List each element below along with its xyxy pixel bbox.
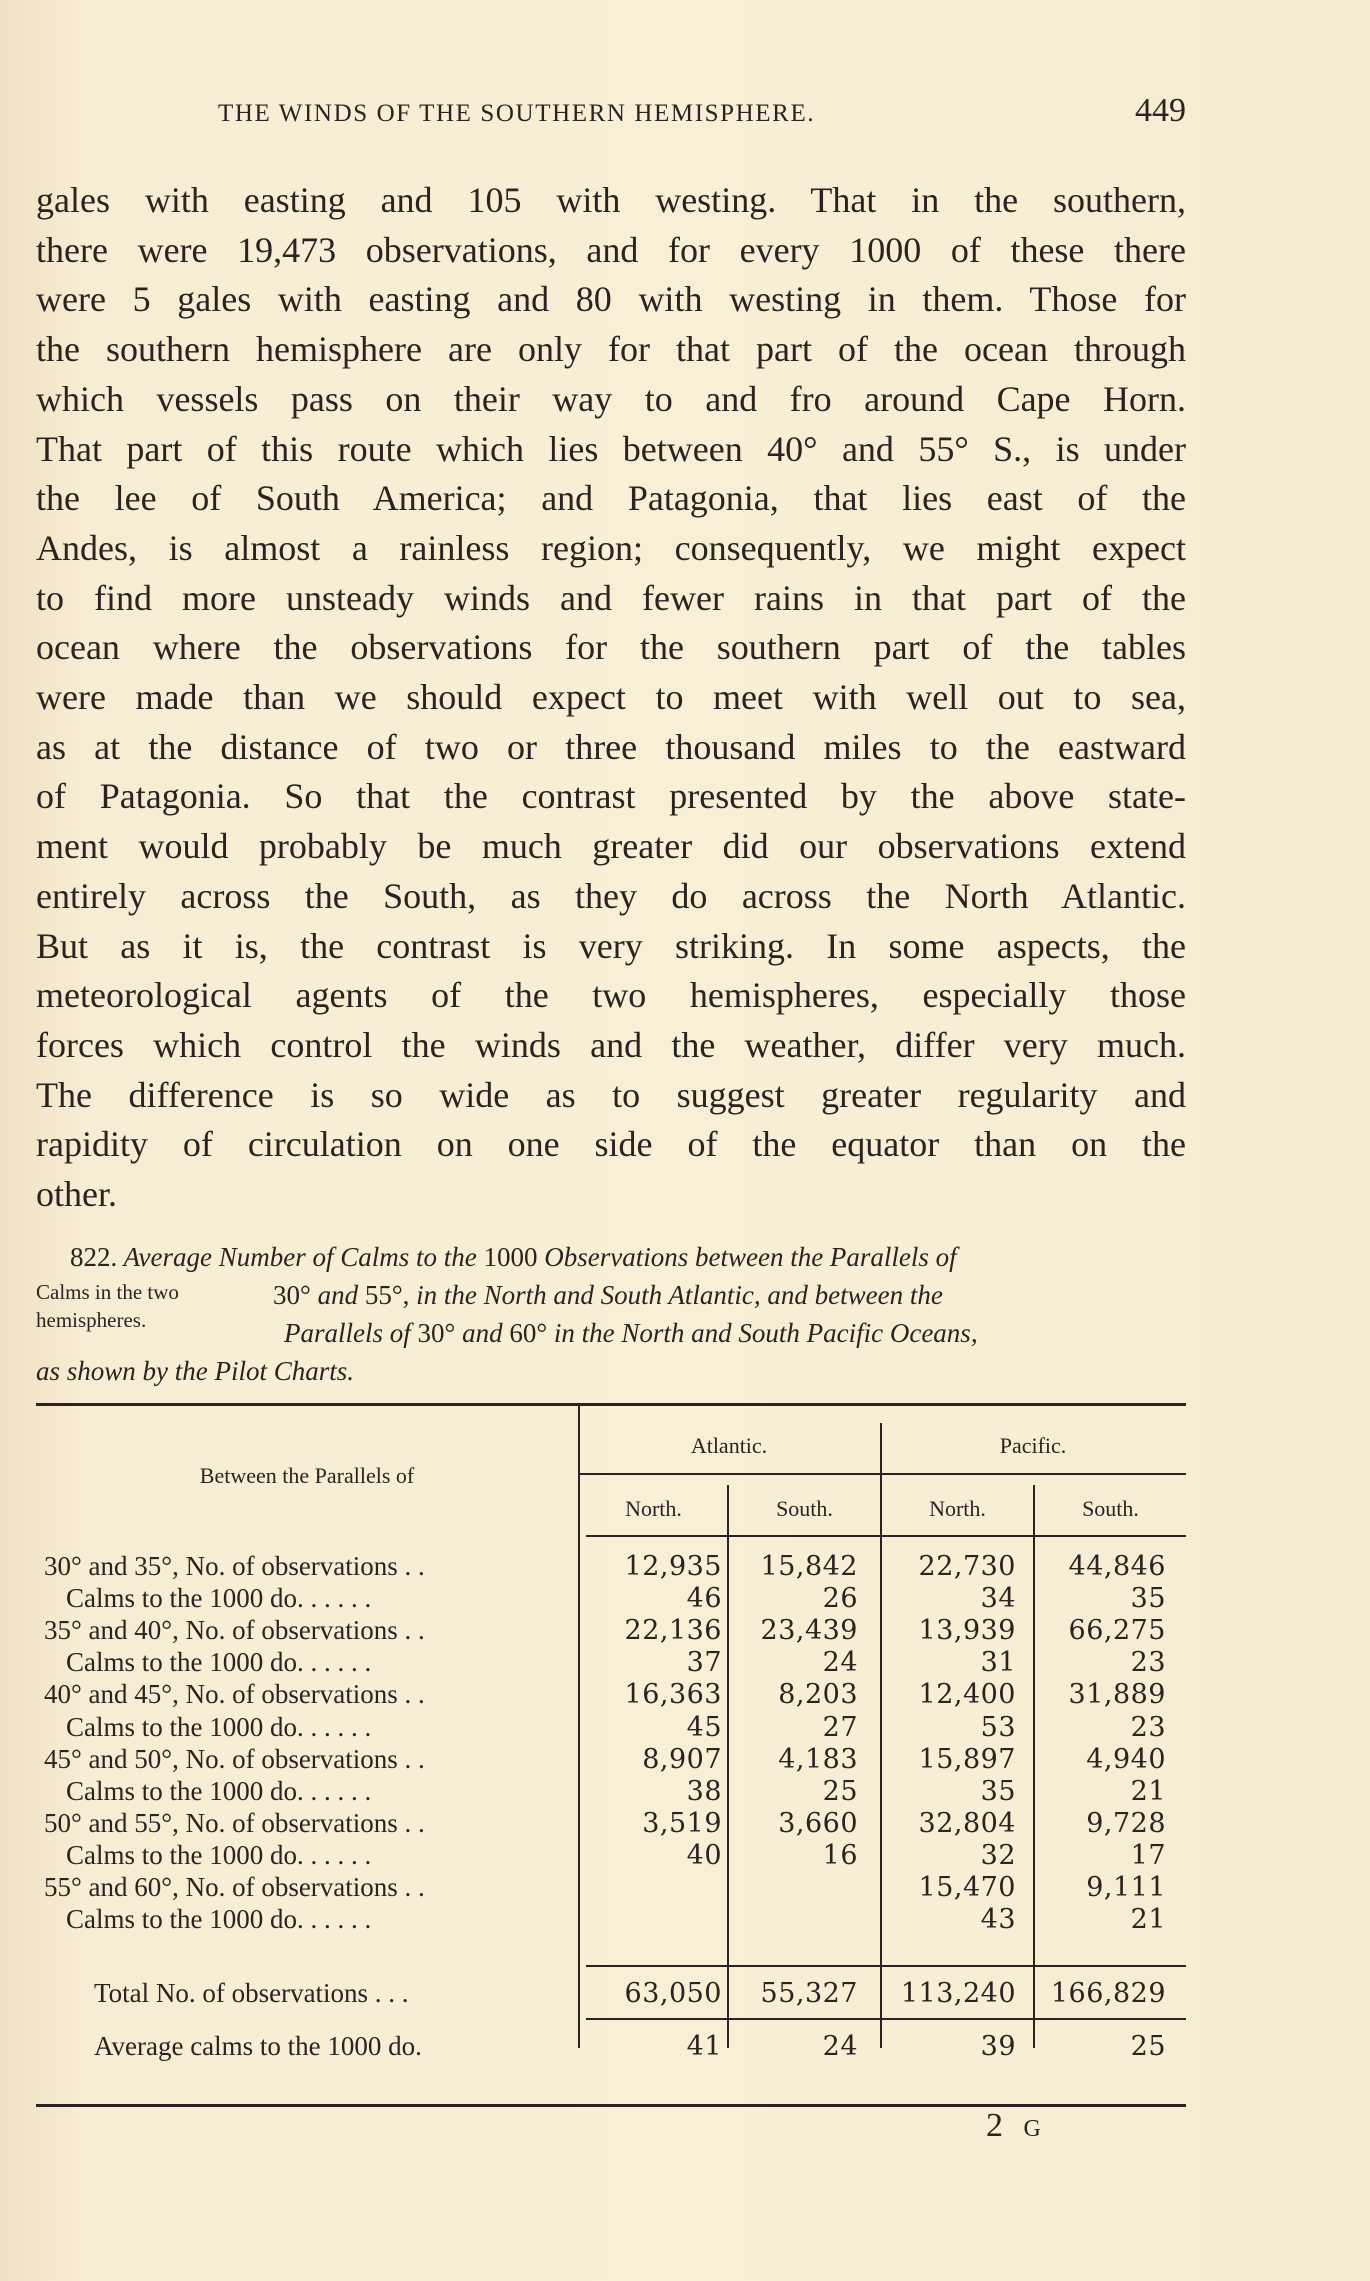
caption-part: 30° — [273, 1280, 311, 1310]
table-cell-as: 24 — [822, 1647, 858, 1679]
caption-part: and — [317, 1280, 359, 1310]
text-line: The difference is so wide as to suggest greater regularity and — [36, 1074, 1186, 1115]
table-cell-pn: 31 — [980, 1647, 1016, 1679]
col-pacific-north: North. — [929, 1496, 986, 1521]
table-cell-pn: 39 — [980, 2031, 1016, 2062]
margin-note-line: Calms in the two — [36, 1280, 179, 1304]
table-cell-ps: 4,940 — [1086, 1743, 1166, 1775]
paragraph-lines — [36, 176, 1186, 1220]
table-cell-as: 55,327 — [760, 1978, 858, 2009]
table-cell-as: 3,660 — [778, 1807, 858, 1839]
text-line: as at the distance of two or three thousand miles to the eastward — [36, 726, 1186, 767]
text-line: rapidity of circulation on one side of the equator than on the — [36, 1124, 1186, 1165]
col-atlantic-south: South. — [776, 1496, 833, 1521]
signature-letter: G — [1023, 2116, 1047, 2142]
text-line: there were 19,473 observations, and for every 1000 of these there — [36, 229, 1186, 270]
table-caption — [36, 1238, 1186, 1276]
row-label: 35° and 40°, No. of observations . . — [44, 1615, 425, 1646]
table-cell-pn: 32 — [980, 1839, 1016, 1871]
page-header — [36, 92, 1186, 132]
table-cell-an: 63,050 — [624, 1978, 722, 2009]
row-label: Calms to the 1000 do. . . . . . — [66, 1647, 372, 1678]
table-cell-ps: 44,846 — [1068, 1551, 1166, 1582]
table-cell-an: 37 — [686, 1647, 722, 1679]
text-line: entirely across the South, as they do across the North Atlantic. — [36, 875, 1186, 916]
column-divider — [727, 1485, 729, 2048]
table-cell-ps: 21 — [1130, 1904, 1166, 1936]
page-number: 449 — [1135, 92, 1186, 129]
column-header-rule — [586, 1535, 1186, 1537]
margin-note-line: hemispheres. — [36, 1308, 147, 1332]
table-cell-ps: 17 — [1130, 1839, 1166, 1871]
table-top-rule — [36, 1403, 1186, 1406]
row-label: Calms to the 1000 do. . . . . . — [66, 1583, 372, 1614]
text-line: ment would probably be much greater did our observations extend — [36, 826, 1186, 867]
row-label: 50° and 55°, No. of observations . . — [44, 1807, 425, 1838]
text-line: which vessels pass on their way to and fro around Cape Horn. — [36, 378, 1186, 419]
col-pacific-south: South. — [1082, 1496, 1139, 1521]
text-line: of Patagonia. So that the contrast presented by the above state- — [36, 776, 1186, 817]
group-header-pacific: Pacific. — [999, 1433, 1067, 1458]
text-line: the southern hemisphere are only for that part of the ocean through — [36, 329, 1186, 370]
body-paragraph — [36, 176, 1186, 1220]
table-cell-an: 8,907 — [642, 1743, 722, 1775]
table-cell-ps: 31,889 — [1068, 1679, 1166, 1711]
table-cell-ps: 66,275 — [1068, 1615, 1166, 1647]
table-cell-pn: 13,939 — [918, 1615, 1016, 1647]
average-rule — [586, 2018, 1186, 2020]
text-line: other. — [36, 1174, 117, 1215]
running-head: THE WINDS OF THE SOUTHERN HEMISPHERE. — [218, 100, 816, 127]
row-label: 55° and 60°, No. of observations . . — [44, 1872, 425, 1902]
table-caption-line-4 — [36, 1352, 1186, 1390]
signature-mark — [986, 2107, 1047, 2145]
table-cell-pn: 15,897 — [918, 1743, 1016, 1775]
table-cell-as: 25 — [822, 1775, 858, 1807]
row-label: Average calms to the 1000 do. — [94, 2031, 422, 2061]
total-rule — [586, 1965, 1186, 1967]
table-cell-an: 22,136 — [624, 1615, 722, 1647]
text-line: gales with easting and 105 with westing. That in the southern, — [36, 180, 1186, 220]
table-cell-an: 46 — [686, 1583, 722, 1615]
table-cell-pn: 35 — [980, 1775, 1016, 1807]
table-cell-pn: 22,730 — [918, 1551, 1016, 1582]
column-divider — [1033, 1485, 1035, 2048]
table-cell-ps: 9,728 — [1086, 1807, 1166, 1839]
table-cell-an: 45 — [686, 1711, 722, 1743]
row-label: Calms to the 1000 do. . . . . . — [66, 1775, 372, 1806]
table-cell-an: 38 — [686, 1775, 722, 1807]
text-line: That part of this route which lies between 40° and 55° S., is under — [36, 428, 1186, 469]
group-header-rule — [578, 1473, 1186, 1475]
table-cell-as: 15,842 — [760, 1551, 858, 1582]
table-cell-ps: 23 — [1130, 1647, 1166, 1679]
row-label: Calms to the 1000 do. . . . . . — [66, 1839, 372, 1870]
row-label: Total No. of observations . . . — [94, 1978, 409, 2008]
text-line: ocean where the observations for the southern part of the tables — [36, 627, 1186, 668]
table-cell-as: 23,439 — [760, 1615, 858, 1647]
table-cell-an: 12,935 — [624, 1551, 722, 1582]
caption-part: and — [462, 1318, 503, 1348]
table-cell-as: 24 — [822, 2031, 858, 2062]
table-cell-as: 8,203 — [778, 1679, 858, 1711]
caption-part: in the North and South Atlantic, and between the — [416, 1280, 943, 1310]
table-cell-pn: 32,804 — [918, 1807, 1016, 1839]
table-cell-as: 27 — [822, 1711, 858, 1743]
caption-part: Parallels of — [284, 1318, 411, 1348]
table-cell-as: 4,183 — [778, 1743, 858, 1775]
caption-part: 60° — [509, 1318, 548, 1348]
row-label: 40° and 45°, No. of observations . . — [44, 1679, 425, 1710]
caption-part: as shown by the Pilot Charts. — [36, 1356, 355, 1386]
row-label: Calms to the 1000 do. . . . . . — [66, 1711, 372, 1742]
row-label: Calms to the 1000 do. . . . . . — [66, 1904, 372, 1935]
row-label: 45° and 50°, No. of observations . . — [44, 1743, 425, 1774]
table-cell-as: 26 — [822, 1583, 858, 1615]
text-line: to find more unsteady winds and fewer rains in that part of the — [36, 577, 1186, 618]
table-cell-an: 41 — [686, 2031, 722, 2062]
text-line: the lee of South America; and Patagonia, that lies east of the — [36, 478, 1186, 519]
table-cell-pn: 12,400 — [918, 1679, 1016, 1711]
caption-part: 55°, — [364, 1280, 410, 1310]
table-cell-an: 16,363 — [624, 1679, 722, 1711]
table-cell-pn: 113,240 — [900, 1978, 1016, 2009]
stub-header: Between the Parallels of — [199, 1463, 415, 1488]
text-line: Andes, is almost a rainless region; consequently, we might expect — [36, 527, 1186, 568]
text-line: were 5 gales with easting and 80 with westing in them. Those for — [36, 279, 1186, 320]
section-number: 822. — [70, 1242, 118, 1272]
table-cell-ps: 35 — [1130, 1583, 1166, 1615]
caption-part: 1000 — [483, 1242, 538, 1272]
table-cell-pn: 43 — [980, 1904, 1016, 1936]
caption-part: Average Number of Calms to the — [123, 1242, 477, 1272]
table-cell-an: 3,519 — [642, 1807, 722, 1839]
text-line: were made than we should expect to meet with well out to sea, — [36, 677, 1186, 718]
table-cell-an: 40 — [686, 1839, 722, 1871]
calms-table — [36, 1403, 1186, 2113]
text-line: But as it is, the contrast is very striking. In some aspects, the — [36, 925, 1186, 966]
table-cell-ps: 21 — [1130, 1775, 1166, 1807]
table-cell-ps: 9,111 — [1086, 1872, 1166, 1903]
text-line: forces which control the winds and the weather, differ very much. — [36, 1024, 1186, 1065]
row-label: 30° and 35°, No. of observations . . — [44, 1551, 425, 1581]
table-cell-pn: 53 — [980, 1711, 1016, 1743]
table-cell-pn: 34 — [980, 1583, 1016, 1615]
table-cell-ps: 166,829 — [1050, 1978, 1166, 2009]
text-line: meteorological agents of the two hemispheres, especially those — [36, 975, 1186, 1016]
signature-number: 2 — [986, 2107, 1009, 2144]
table-cell-ps: 23 — [1130, 1711, 1166, 1743]
table-cell-as: 16 — [822, 1839, 858, 1871]
section-822 — [36, 1238, 1186, 1390]
table-cell-pn: 15,470 — [918, 1872, 1016, 1903]
margin-note — [36, 1278, 276, 1334]
caption-part: Observations between the Parallels of — [544, 1242, 957, 1272]
col-atlantic-north: North. — [625, 1496, 682, 1521]
table-cell-ps: 25 — [1130, 2031, 1166, 2062]
group-header-atlantic: Atlantic. — [690, 1433, 768, 1458]
caption-part: 30° — [417, 1318, 456, 1348]
caption-part: in the North and South Pacific Oceans, — [553, 1318, 978, 1348]
